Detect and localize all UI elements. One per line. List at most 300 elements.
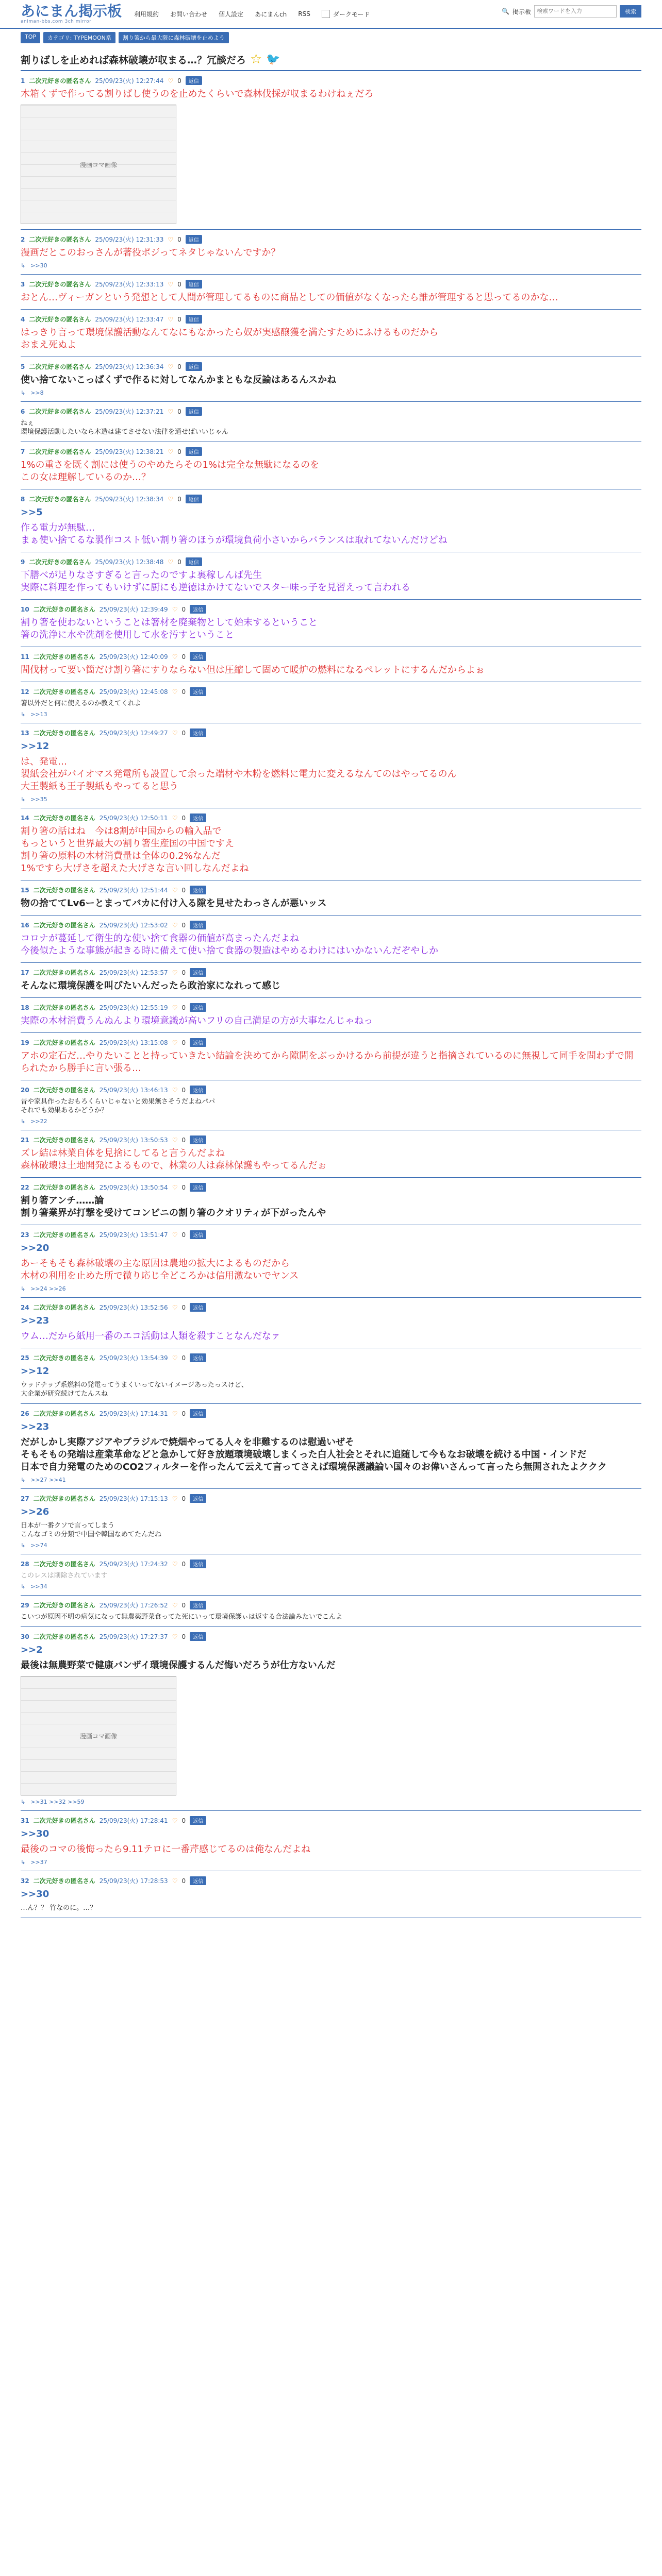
reply-references (21, 1542, 641, 1549)
reply-button[interactable]: 返信 (190, 728, 206, 737)
post-number[interactable]: 10 (21, 605, 29, 613)
poster-name: 二次元好きの匿名さん (29, 281, 91, 288)
reply-button[interactable]: 返信 (190, 1136, 206, 1144)
reply-button[interactable]: 返信 (190, 1038, 206, 1047)
reply-references (21, 1583, 641, 1590)
reply-anchor[interactable]: >>12 (21, 1366, 49, 1377)
like-icon[interactable]: ♡ (172, 921, 178, 929)
reply-button[interactable]: 返信 (190, 886, 206, 894)
nav-settings[interactable]: 個人設定 (219, 10, 244, 18)
post-number[interactable]: 23 (21, 1231, 29, 1239)
post-meta (21, 407, 641, 416)
nav-rss[interactable]: RSS (298, 10, 310, 18)
reply-button[interactable]: 返信 (190, 814, 206, 822)
reply-button[interactable]: 返信 (190, 1632, 206, 1641)
like-icon[interactable]: ♡ (168, 280, 174, 288)
like-count: 0 (177, 280, 181, 288)
poster-name: 二次元好きの匿名さん (33, 1231, 95, 1239)
like-count: 0 (181, 1183, 186, 1191)
like-icon[interactable]: ♡ (172, 814, 178, 822)
like-count: 0 (181, 1231, 186, 1239)
post-number[interactable]: 9 (21, 558, 25, 566)
post-item (21, 916, 641, 963)
like-count: 0 (181, 814, 186, 822)
post-body: 使い捨てないこっぱくずで作るに対してなんかまともな反論はあるんスかね (21, 375, 337, 385)
poster-name: 二次元好きの匿名さん (29, 496, 91, 503)
post-body: 日本が一番クソで言ってしまう こんなゴミの分類で中国や韓国なめてたんだね (21, 1522, 162, 1538)
reply-button[interactable]: 返信 (186, 557, 202, 566)
reply-references (21, 389, 641, 396)
post-number[interactable]: 1 (21, 77, 25, 84)
like-count: 0 (181, 1817, 186, 1824)
reply-anchor[interactable]: >>12 (21, 741, 49, 752)
post-date: 25/09/23(火) 12:53:02 (99, 922, 168, 929)
post-body: ズレ結は林業自体を見捨にしてると言うんだよね 森林破壊は土地開発によるもので、林業の人は森林保護もやってるんだぉ (21, 1148, 327, 1171)
like-count: 0 (177, 235, 181, 243)
like-icon[interactable]: ♡ (172, 605, 178, 613)
reply-button[interactable]: 返信 (190, 605, 206, 614)
post-item (21, 880, 641, 916)
search-button[interactable]: 検索 (620, 5, 641, 18)
like-count: 0 (181, 921, 186, 929)
post-meta (21, 1003, 641, 1012)
post-body: アホの定石だ…やりたいことと持っていきたい結論を決めてから隙間をぶっかけるから前提が違うと指摘されているのに無視して同手を問わずで開られたから勝手に言い張る… (21, 1050, 634, 1074)
reply-arrow-icon: ↳ (21, 1583, 26, 1590)
post-body: 昔や家具作ったおもろくらいじゃないと効果無さそうだよねパパ それでも効果あるかどうか？ (21, 1098, 216, 1114)
post-number[interactable]: 6 (21, 408, 25, 415)
poster-name: 二次元好きの匿名さん (33, 1495, 95, 1502)
post-number[interactable]: 27 (21, 1495, 29, 1502)
reply-button[interactable]: 返信 (190, 968, 206, 977)
post-date: 25/09/23(火) 13:50:53 (99, 1137, 168, 1144)
like-count: 0 (181, 1303, 186, 1311)
post-item (21, 230, 641, 275)
poster-name: 二次元好きの匿名さん (33, 1817, 95, 1824)
reply-links[interactable]: >>24 >>26 (30, 1285, 66, 1292)
post-number[interactable]: 16 (21, 921, 29, 929)
reply-arrow-icon: ↳ (21, 1859, 26, 1866)
poster-name: 二次元好きの匿名さん (29, 363, 91, 370)
post-item (21, 1554, 641, 1596)
twitter-share-icon[interactable]: 🐦 (266, 53, 280, 66)
reply-anchor[interactable]: >>2 (21, 1645, 43, 1655)
reply-button[interactable]: 返信 (190, 1494, 206, 1503)
post-body: 最後のコマの後悔ったら9.11テロに一番芹感じてるのは俺なんだよね (21, 1844, 311, 1855)
reply-button[interactable]: 返信 (190, 921, 206, 929)
post-date: 25/09/23(火) 13:52:56 (99, 1304, 168, 1311)
post-meta (21, 1876, 641, 1885)
post-item (21, 442, 641, 489)
post-body: 割り箸を使わないということは箸材を廃棄物として始末するということ 箸の洗浄に水や洗剤を使用して水を汚すということ (21, 617, 318, 640)
nav-contact[interactable]: お問い合わせ (170, 10, 208, 18)
like-count: 0 (181, 1039, 186, 1046)
post-date: 25/09/23(火) 13:54:39 (99, 1354, 168, 1362)
like-count: 0 (181, 605, 186, 613)
reply-button[interactable]: 返信 (190, 1303, 206, 1312)
poster-name: 二次元好きの匿名さん (29, 316, 91, 323)
reply-references (21, 1477, 641, 1483)
post-date: 25/09/23(火) 12:53:57 (99, 969, 168, 976)
poster-name: 二次元好きの匿名さん (33, 606, 95, 613)
like-icon[interactable]: ♡ (172, 1817, 178, 1824)
like-icon[interactable]: ♡ (172, 1354, 178, 1362)
post-item (21, 600, 641, 647)
post-body: 最後は無農野菜で健康バンザイ環境保護するんだ悔いだろうが仕方ないんだ (21, 1660, 336, 1671)
post-number[interactable]: 3 (21, 280, 25, 288)
post-number[interactable]: 13 (21, 729, 29, 737)
reply-anchor[interactable]: >>23 (21, 1421, 49, 1432)
post-body: ウッドチップ系燃料の発電ってうまくいってないイメージあったっスけど、 大企業が研究続けてたんスね (21, 1381, 248, 1398)
post-date: 25/09/23(火) 13:46:13 (99, 1087, 168, 1094)
like-icon[interactable]: ♡ (172, 969, 178, 976)
post-item (21, 1130, 641, 1178)
reply-button[interactable]: 返信 (186, 495, 202, 503)
reply-button[interactable]: 返信 (190, 1816, 206, 1825)
like-count: 0 (181, 886, 186, 894)
reply-button[interactable]: 返信 (190, 652, 206, 661)
post-date: 25/09/23(火) 13:50:54 (99, 1184, 168, 1191)
like-icon[interactable]: ♡ (168, 408, 174, 415)
page-title: 割りばしを止めれば森林破壊が収まる…？冗談だろ (21, 54, 246, 66)
reply-button[interactable]: 返信 (186, 362, 202, 371)
post-date: 25/09/23(火) 12:37:21 (95, 408, 164, 415)
post-item (21, 1033, 641, 1080)
post-body: 1%の重さを既く割には使うのやめたらその1%は完全な無駄になるのを この女は理解しているのか…？ (21, 460, 320, 483)
reply-arrow-icon: ↳ (21, 711, 26, 718)
search-input[interactable] (534, 5, 617, 18)
breadcrumb-top[interactable]: TOP (21, 32, 40, 43)
post-body: は、発電… 製紙会社がバイオマス発電所も設置して余った端材や木粉を燃料に電力に変えるなんてのはやってるのん 大王製紙も王子製紙もやってると思う (21, 756, 457, 792)
reply-button[interactable]: 返信 (190, 1560, 206, 1568)
post-meta (21, 728, 641, 737)
reply-arrow-icon: ↳ (21, 796, 26, 803)
like-icon[interactable]: ♡ (172, 1560, 178, 1568)
reply-button[interactable]: 返信 (186, 315, 202, 324)
poster-name: 二次元好きの匿名さん (33, 1410, 95, 1417)
poster-name: 二次元好きの匿名さん (33, 922, 95, 929)
post-number[interactable]: 4 (21, 315, 25, 323)
post-number[interactable]: 11 (21, 653, 29, 660)
post-body: 物の捨ててLv6ーとまってバカに付け入る隙を見せたわっさんが悪いッス (21, 898, 327, 909)
like-icon[interactable]: ♡ (172, 1877, 178, 1885)
reply-button[interactable]: 返信 (190, 1409, 206, 1418)
post-item (21, 489, 641, 552)
post-number[interactable]: 14 (21, 814, 29, 822)
post-meta (21, 1494, 641, 1503)
poster-name: 二次元好きの匿名さん (33, 688, 95, 696)
post-body: コロナが蔓延して衛生的な使い捨て食器の価値が高まったんだよね 今後似たような事態が起きる時に備えて使い捨て食器の製造はやめるわけにはいかないんだぞやしか (21, 933, 438, 956)
reply-links[interactable]: >>37 (30, 1859, 47, 1866)
reply-anchor[interactable]: >>26 (21, 1506, 49, 1517)
post-meta (21, 557, 641, 566)
reply-button[interactable]: 返信 (186, 407, 202, 416)
post-meta (21, 687, 641, 696)
like-count: 0 (177, 77, 181, 84)
post-meta (21, 495, 641, 503)
reply-links[interactable]: >>31 >>32 >>59 (30, 1799, 85, 1805)
post-number[interactable]: 30 (21, 1633, 29, 1640)
like-icon[interactable]: ♡ (172, 886, 178, 894)
reply-arrow-icon: ↳ (21, 1477, 26, 1483)
reply-arrow-icon: ↳ (21, 1799, 26, 1805)
reply-button[interactable]: 返信 (186, 235, 202, 244)
post-date: 25/09/23(火) 12:33:13 (95, 281, 164, 288)
like-icon[interactable]: ♡ (172, 729, 178, 737)
post-item (21, 1178, 641, 1225)
post-meta (21, 1230, 641, 1239)
reply-anchor[interactable]: >>23 (21, 1315, 49, 1326)
like-count: 0 (181, 1560, 186, 1568)
poster-name: 二次元好きの匿名さん (33, 1877, 95, 1885)
post-image[interactable] (21, 105, 176, 224)
post-meta (21, 1601, 641, 1609)
reply-anchor[interactable]: >>30 (21, 1889, 49, 1900)
like-icon[interactable]: ♡ (172, 1633, 178, 1640)
post-meta (21, 76, 641, 85)
post-number[interactable]: 2 (21, 235, 25, 243)
reply-links[interactable]: >>22 (30, 1118, 47, 1125)
site-logo[interactable] (21, 4, 122, 24)
like-icon[interactable]: ♡ (172, 688, 178, 696)
poster-name: 二次元好きの匿名さん (33, 1004, 95, 1011)
poster-name: 二次元好きの匿名さん (33, 815, 95, 822)
post-number[interactable]: 28 (21, 1560, 29, 1568)
like-icon[interactable]: ♡ (168, 363, 174, 370)
post-item (21, 682, 641, 723)
site-header (0, 0, 662, 29)
post-number[interactable]: 26 (21, 1410, 29, 1417)
breadcrumb (0, 29, 662, 46)
reply-anchor[interactable]: >>5 (21, 507, 43, 518)
post-date: 25/09/23(火) 12:39:49 (99, 606, 168, 613)
like-icon[interactable]: ♡ (172, 1410, 178, 1417)
top-nav (134, 10, 370, 19)
like-count: 0 (181, 1633, 186, 1640)
post-number[interactable]: 20 (21, 1086, 29, 1094)
post-number[interactable]: 21 (21, 1136, 29, 1144)
like-icon[interactable]: ♡ (168, 558, 174, 566)
post-date: 25/09/23(火) 12:38:48 (95, 558, 164, 566)
like-count: 0 (181, 1410, 186, 1417)
post-body: だがしかし実際アジアやブラジルで焼畑やってる人々を非難するのは慰過いぜそ そもそもの発端は産業革命などと急かして好き放題環境破壊しまくった白人社会とそれに追随して今もなお破壊を続ける中国・インドだ 日本で自力発電のためのCO2フィルターを作ったんて云えて言ってさえば環境保護議論い国々のお偉いさんって言ったら無開されたよククク (21, 1437, 607, 1472)
post-meta (21, 605, 641, 614)
like-count: 0 (181, 1004, 186, 1011)
search-icon: 🔍 (502, 8, 509, 15)
post-date: 25/09/23(火) 12:45:08 (99, 688, 168, 696)
post-date: 25/09/23(火) 17:27:37 (99, 1633, 168, 1640)
post-body: そんなに環境保護を叫びたいんだったら政治家になれって感じ (21, 980, 280, 991)
like-count: 0 (181, 1495, 186, 1502)
post-date: 25/09/23(火) 12:38:34 (95, 496, 164, 503)
post-meta (21, 652, 641, 661)
like-count: 0 (177, 363, 181, 370)
like-icon[interactable]: ♡ (172, 1495, 178, 1502)
post-number[interactable]: 17 (21, 969, 29, 976)
reply-references (21, 711, 641, 718)
post-number[interactable]: 7 (21, 448, 25, 455)
post-date: 25/09/23(火) 12:55:19 (99, 1004, 168, 1011)
poster-name: 二次元好きの匿名さん (33, 1633, 95, 1640)
image-label: 漫画コマ画像 (79, 161, 117, 168)
reply-button[interactable]: 返信 (190, 1230, 206, 1239)
post-meta (21, 1183, 641, 1192)
reply-button[interactable]: 返信 (190, 1086, 206, 1094)
post-item (21, 552, 641, 600)
post-item (21, 275, 641, 310)
like-icon[interactable]: ♡ (168, 235, 174, 243)
post-body: 割り箸アンチ……論 割り箸業界が打撃を受けてコンビニの割り箸のクオリティが下がったんや (21, 1195, 326, 1218)
post-meta (21, 1038, 641, 1047)
logo-text[interactable]: あにまん掲示板 (21, 3, 122, 20)
reply-button[interactable]: 返信 (186, 447, 202, 456)
like-icon[interactable]: ♡ (168, 315, 174, 323)
post-body: おとん…ヴィーガンという発想として人間が管理してるものに商品としての価値がなくなったら誰が管理すると思ってるのかな… (21, 292, 558, 303)
post-number[interactable]: 25 (21, 1354, 29, 1362)
post-number[interactable]: 29 (21, 1601, 29, 1609)
post-number[interactable]: 24 (21, 1303, 29, 1311)
poster-name: 二次元好きの匿名さん (33, 969, 95, 976)
post-date: 25/09/23(火) 12:31:33 (95, 236, 164, 243)
logo-subtext: animan-bbs.com 3ch mirror (21, 19, 92, 24)
poster-name: 二次元好きの匿名さん (29, 408, 91, 415)
like-icon[interactable]: ♡ (172, 1303, 178, 1311)
post-meta (21, 447, 641, 456)
reply-arrow-icon: ↳ (21, 1285, 26, 1292)
nav-animanch[interactable]: あにまんch (255, 10, 287, 18)
poster-name: 二次元好きの匿名さん (33, 1184, 95, 1191)
reply-links[interactable]: >>35 (30, 796, 47, 803)
post-number[interactable]: 5 (21, 363, 25, 370)
like-icon[interactable]: ♡ (172, 1136, 178, 1144)
poster-name: 二次元好きの匿名さん (29, 77, 91, 84)
poster-name: 二次元好きの匿名さん (33, 1354, 95, 1362)
poster-name: 二次元好きの匿名さん (33, 653, 95, 660)
reply-button[interactable]: 返信 (190, 1601, 206, 1609)
poster-name: 二次元好きの匿名さん (29, 448, 91, 455)
reply-links[interactable]: >>13 (30, 711, 47, 718)
post-meta (21, 1086, 641, 1094)
post-date: 25/09/23(火) 12:27:44 (95, 77, 164, 84)
reply-links[interactable]: >>30 (30, 262, 47, 269)
reply-references (21, 1799, 641, 1805)
post-number[interactable]: 18 (21, 1004, 29, 1011)
post-item (21, 723, 641, 808)
post-number[interactable]: 15 (21, 886, 29, 894)
post-date: 25/09/23(火) 17:28:53 (99, 1877, 168, 1885)
reply-anchor[interactable]: >>20 (21, 1243, 49, 1253)
breadcrumb-category[interactable]: カテゴリ: TYPEMOON系 (43, 32, 115, 43)
reply-links[interactable]: >>8 (30, 389, 44, 396)
post-meta (21, 1816, 641, 1825)
post-meta (21, 280, 641, 289)
like-count: 0 (177, 495, 181, 503)
post-body: 割り箸の話はね 今は8割が中国からの輸入品で もっというと世界最大の割り箸生産国の中国ですえ 割り箸の原料の木材消費量は全体の0.2%なんだ 1%ですら大げさを超えた大げさな言い回しなんだよね (21, 826, 249, 874)
post-number[interactable]: 22 (21, 1183, 29, 1191)
like-icon[interactable]: ♡ (172, 1039, 178, 1046)
like-count: 0 (177, 408, 181, 415)
reply-button[interactable]: 返信 (186, 280, 202, 289)
post-item (21, 647, 641, 682)
reply-button[interactable]: 返信 (186, 76, 202, 85)
post-date: 25/09/23(火) 12:49:27 (99, 730, 168, 737)
post-body: ねぇ 環境保護活動したいなら木造は建てさせない法律を通せばいいじゃん (21, 419, 229, 436)
reply-button[interactable]: 返信 (190, 1353, 206, 1362)
darkmode-label: ダークモード (333, 10, 370, 18)
post-meta (21, 315, 641, 324)
reply-links[interactable]: >>34 (30, 1583, 47, 1590)
poster-name: 二次元好きの匿名さん (33, 1039, 95, 1046)
post-date: 25/09/23(火) 17:24:32 (99, 1561, 168, 1568)
like-icon[interactable]: ♡ (172, 1086, 178, 1094)
post-image[interactable] (21, 1676, 176, 1795)
reply-links[interactable]: >>74 (30, 1542, 47, 1549)
post-date: 25/09/23(火) 12:51:44 (99, 887, 168, 894)
post-item (21, 808, 641, 880)
like-count: 0 (181, 1136, 186, 1144)
post-number[interactable]: 31 (21, 1817, 29, 1824)
darkmode-toggle[interactable] (322, 10, 370, 19)
reply-links[interactable]: >>27 >>41 (30, 1477, 66, 1483)
post-body: このレスは削除されています (21, 1572, 108, 1580)
post-meta (21, 362, 641, 371)
post-number[interactable]: 19 (21, 1039, 29, 1046)
reply-button[interactable]: 返信 (190, 687, 206, 696)
like-icon[interactable]: ♡ (172, 1231, 178, 1239)
like-icon[interactable]: ♡ (172, 1004, 178, 1011)
post-date: 25/09/23(火) 13:51:47 (99, 1231, 168, 1239)
post-date: 25/09/23(火) 12:36:34 (95, 363, 164, 370)
reply-references (21, 1859, 641, 1866)
like-count: 0 (181, 1354, 186, 1362)
post-item (21, 1811, 641, 1871)
post-item (21, 402, 641, 442)
like-count: 0 (181, 1086, 186, 1094)
post-number[interactable]: 8 (21, 495, 25, 503)
like-icon[interactable]: ♡ (172, 1601, 178, 1609)
favorite-star-icon[interactable]: ☆ (250, 52, 262, 67)
post-body: こいつが原因不明の病気になって無農薬野菜食ってた死にいって環境保護ぃは返する合法論みたいでこんよ (21, 1613, 343, 1621)
post-number[interactable]: 32 (21, 1877, 29, 1885)
like-icon[interactable]: ♡ (168, 77, 174, 84)
like-icon[interactable]: ♡ (172, 1183, 178, 1191)
post-body: 実際の木材消費うんぬんより環境意識が高いフリの自己満足の方が大事なんじゃねっ (21, 1015, 373, 1026)
reply-anchor[interactable]: >>30 (21, 1828, 49, 1839)
like-count: 0 (181, 688, 186, 696)
poster-name: 二次元好きの匿名さん (33, 1304, 95, 1311)
post-body: 作る電力が無駄… まぁ使い捨てるな製作コスト低い割り箸のほうが環境負荷小さいからバランスは取れてないんだけどね (21, 522, 448, 546)
post-number[interactable]: 12 (21, 688, 29, 696)
post-item (21, 1225, 641, 1298)
reply-button[interactable]: 返信 (190, 1183, 206, 1192)
like-icon[interactable]: ♡ (172, 653, 178, 660)
reply-button[interactable]: 返信 (190, 1876, 206, 1885)
like-count: 0 (181, 1877, 186, 1885)
post-meta (21, 235, 641, 244)
like-icon[interactable]: ♡ (168, 448, 174, 455)
reply-references (21, 1118, 641, 1125)
post-meta (21, 1136, 641, 1144)
post-date: 25/09/23(火) 17:28:41 (99, 1817, 168, 1824)
post-item (21, 963, 641, 998)
breadcrumb-thread[interactable]: 割り箸から最大限に森林破壊を止めよう (119, 32, 229, 43)
nav-terms[interactable]: 利用規約 (134, 10, 159, 18)
post-meta (21, 968, 641, 977)
checkbox-icon[interactable] (322, 10, 330, 18)
reply-button[interactable]: 返信 (190, 1003, 206, 1012)
reply-references (21, 262, 641, 269)
like-count: 0 (181, 729, 186, 737)
like-icon[interactable]: ♡ (168, 495, 174, 503)
